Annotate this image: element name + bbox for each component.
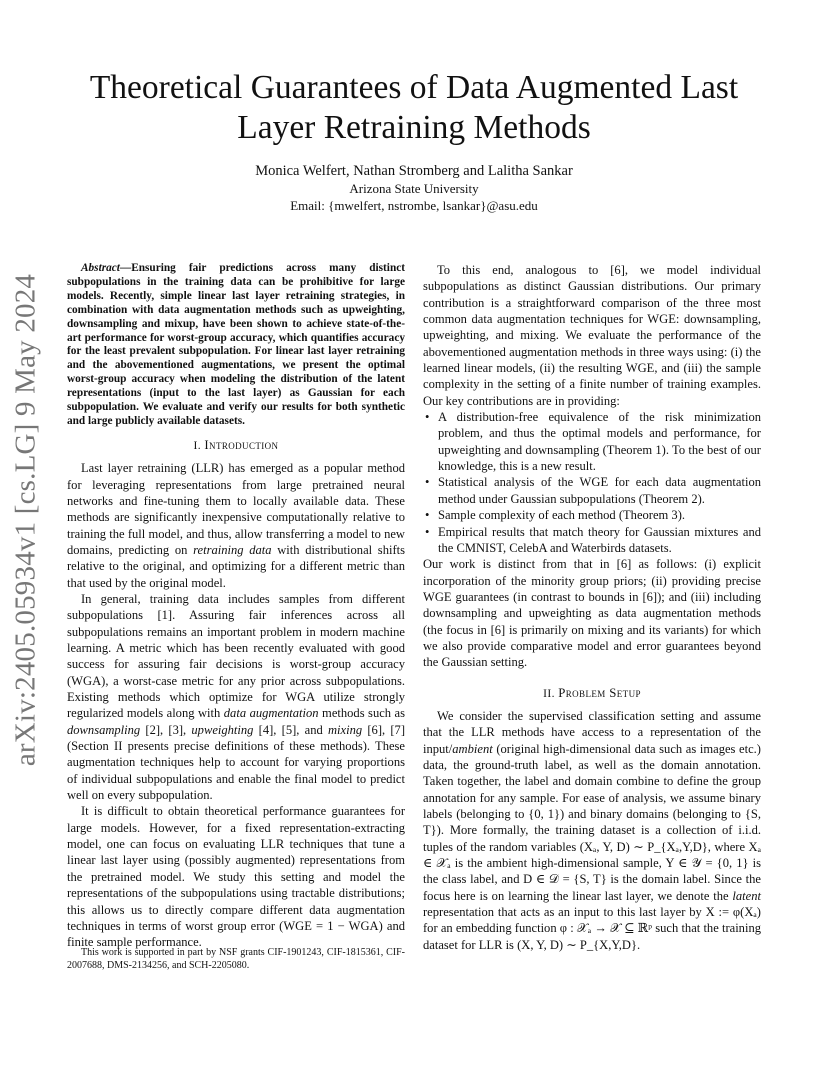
section-name: Introduction — [204, 437, 279, 452]
emphasis: retraining data — [193, 542, 272, 557]
section-name: Problem Setup — [558, 685, 641, 700]
intro-paragraph-2 — [67, 591, 405, 803]
paper-title — [60, 68, 768, 148]
list-item: • Empirical results that match theory for Gaussian mixtures and the CMNIST, CelebA and Waterbirds datasets. — [423, 524, 761, 557]
setup-paragraph — [423, 708, 761, 953]
emphasis: latent — [732, 888, 761, 903]
list-item: • Sample complexity of each method (Theorem 3). — [423, 507, 761, 523]
section-heading-problem-setup — [423, 685, 761, 702]
left-column — [67, 262, 405, 951]
text-run: Last layer retraining (LLR) has emerged as a popular method for leveraging representations from large pretrained neural networks and fine-tuning them to locally available data. These methods are significantly inexpensive computationally relative to training the full model, and thus, allow transferring a model to new domains, predicting on — [67, 461, 405, 557]
section-number: I. — [193, 438, 205, 452]
arxiv-id: arXiv:2405.05934v1 [cs.LG] 9 May 2024 — [9, 273, 42, 767]
text-run: (original high-dimensional data such as images etc.) data, the ground-truth label, as well as the domain annotation. Taken together, the label and domain combine to define the group annotation for any sample. For ease of analysis, we assume binary labels (belonging to {0, 1}) and binary domains (belonging to {S, T}). More formally, the training dataset is a collection of i.i.d. tuples of the random variables (Xₐ, Y, D) ∼ P_{Xₐ,Y,D}, where Xₐ ∈ 𝒳ₐ is the ambient high-dimensional sample, Y ∈ 𝒴 = {0, 1} is the class label, and D ∈ 𝒟 = {S, T} is the domain label. Since the focus here is on learning the linear last layer, we denote the — [423, 741, 761, 903]
list-item: • Statistical analysis of the WGE for each data augmentation method under Gaussian subpopulations (Theorem 2). — [423, 474, 761, 507]
abstract-text: —Ensuring fair predictions across many distinct subpopulations in the training data can be prohibitive for large models. Recently, simple linear last layer retraining strategies, in combination with data augmentation methods such as upweighting, downsampling and mixup, have been shown to achieve state-of-the-art performance for worst-group accuracy, which quantifies accuracy for the least prevalent subpopulation. For linear last layer retraining and the abovementioned augmentations, we present the optimal worst-group accuracy when modeling the distribution of the latent representations (input to the last layer) as Gaussian for each subpopulation. We evaluate and verify our results for both synthetic and large publicly available datasets. — [67, 262, 405, 427]
title-line-1: Theoretical Guarantees of Data Augmented Last — [89, 69, 739, 106]
text-run: methods such as — [318, 706, 405, 721]
contribution-list — [423, 409, 761, 556]
text-run: [2], [3], — [140, 722, 192, 737]
author-names: Monica Welfert, Nathan Stromberg and Lalitha Sankar — [255, 163, 573, 179]
emphasis: upweighting — [191, 722, 254, 737]
funding-footnote: This work is supported in part by NSF grants CIF-1901243, CIF-1815361, CIF-2007688, DMS-2134256, and SCH-2205080. — [67, 947, 405, 971]
text-run: [6], [7] (Section II presents precise definitions of these methods). These augmentation techniques help to account for varying proportions of individual subpopulations and enable the final model to predict well on every subpopulation. — [67, 722, 405, 803]
section-number: II. — [543, 686, 559, 700]
author-block — [60, 162, 768, 214]
text-run: with distributional shifts relative to the original, and optimizing for a different metric than that used by the original model. — [67, 542, 405, 590]
abstract — [67, 262, 405, 429]
contribution-paragraph: To this end, analogous to [6], we model individual subpopulations as distinct Gaussian distributions. Our primary contribution is a straightforward comparison of the three most common data augmentation techniques for WGE: downsampling, upweighting, and mixing. We evaluate the performance of the abovementioned augmentation methods in three ways using: (i) the learned linear models, (ii) the resulting WGE, and (iii) the sample complexity in the setting of a finite number of training examples. Our key contributions are in providing: — [423, 263, 761, 408]
affiliation: Arizona State University — [349, 181, 479, 196]
arxiv-watermark — [4, 273, 48, 767]
section-heading-introduction — [67, 437, 405, 454]
emphasis: ambient — [452, 741, 493, 756]
emphasis: downsampling — [67, 722, 141, 737]
distinction-paragraph: Our work is distinct from that in [6] as follows: (i) explicit incorporation of the minority group priors; (ii) providing precise WGE guarantees (in contrast to bounds in [6]); and (iii) including downsampling and upweighting as data augmentation methods (the focus in [6] is primarily on mixing and its variants) for which we also provide comparative model and error guarantees beyond the Gaussian setting. — [423, 557, 761, 670]
text-run: We consider the supervised classification setting and assume that the LLR methods have access to a representation of the input/ — [423, 708, 761, 756]
intro-paragraph-1 — [67, 460, 405, 591]
text-run: [4], [5], and — [253, 722, 328, 737]
emphasis: mixing — [328, 722, 363, 737]
text-run: In general, training data includes samples from different subpopulations [1]. Assuring fair inferences across all subpopulations remains an important problem in modern machine learning. A metric which has been recently evaluated with good success for assuring fair decisions is worst-group accuracy (WGA), a worst-case metric for any prior across subpopulations. Existing methods which optimize for WGA utilize strongly regularized models along with — [67, 591, 405, 721]
abstract-label: Abstract — [81, 262, 120, 274]
right-column — [423, 262, 761, 953]
title-line-2: Layer Retraining Methods — [237, 109, 591, 146]
text-run: representation that acts as an input to this last layer by X := φ(Xₐ) for an embedding function φ : 𝒳ₐ → 𝒳 ⊆ ℝᵖ such that the training dataset for LLR is (X, Y, D) ∼ P_{X,Y,D}. — [423, 905, 761, 952]
list-item: • A distribution-free equivalence of the risk minimization problem, and thus the optimal models and performance, for upweighting and downsampling (Theorem 1). To the best of our knowledge, this is a new result. — [423, 409, 761, 474]
emphasis: data augmentation — [223, 706, 319, 721]
intro-paragraph-3: It is difficult to obtain theoretical performance guarantees for large models. However, for a fixed representation-extracting model, one can focus on evaluating LLR techniques that tune a linear last layer using (possibly augmented) representations from the pretrained model. We study this setting and model the representations of the subpopulations using tractable distributions; this allows us to directly compare different data augmentation techniques in terms of worst group error (WGE = 1 − WGA) and finite sample performance. — [67, 804, 405, 950]
email-line: Email: {mwelfert, nstrombe, lsankar}@asu.edu — [290, 198, 538, 213]
